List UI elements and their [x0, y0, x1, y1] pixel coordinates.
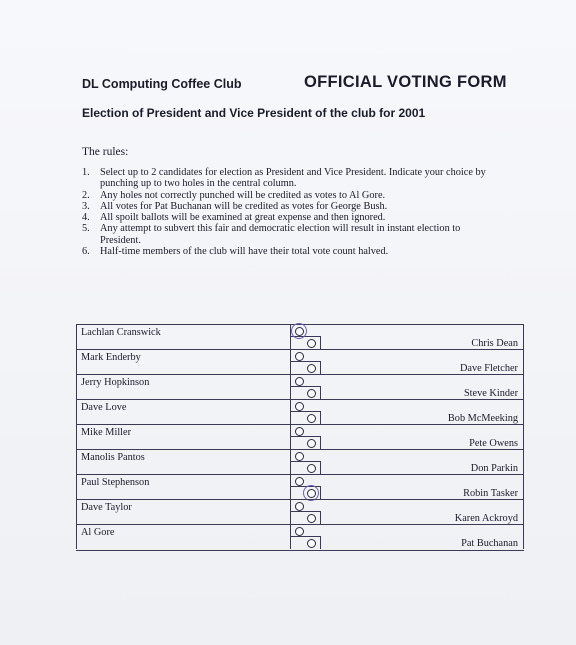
- punch-bracket: [291, 386, 321, 399]
- left-candidate-name: Dave Taylor: [81, 502, 132, 513]
- punch-bracket: [291, 411, 321, 424]
- rule-item: [82, 223, 502, 246]
- punch-hole-left-candidate[interactable]: [295, 377, 304, 386]
- rule-item: [82, 190, 502, 201]
- rule-number: 6.: [82, 246, 90, 258]
- right-candidate-name: Steve Kinder: [463, 388, 518, 399]
- rule-item: [82, 246, 502, 257]
- punch-hole-right-candidate[interactable]: [307, 514, 316, 523]
- punch-hole-right-candidate[interactable]: [307, 539, 316, 548]
- ballot-row: [76, 449, 524, 475]
- punch-column: [290, 500, 321, 524]
- ballot-row: [76, 474, 524, 500]
- punch-hole-left-candidate[interactable]: [295, 402, 304, 411]
- punch-column: [290, 325, 321, 349]
- punch-column: [290, 450, 321, 474]
- rule-number: 3.: [82, 200, 90, 212]
- right-candidate-name: Bob McMeeking: [447, 413, 518, 424]
- right-candidate-name: Pat Buchanan: [461, 538, 518, 549]
- punch-hole-left-candidate[interactable]: [295, 502, 304, 511]
- punch-bracket: [291, 461, 321, 474]
- ballot-row: [76, 349, 524, 375]
- rule-number: 2.: [82, 189, 90, 201]
- rule-number: 5.: [82, 223, 90, 235]
- punch-bracket: [291, 536, 321, 549]
- ballot-row: [76, 374, 524, 400]
- punch-hole-right-candidate[interactable]: [307, 364, 316, 373]
- punch-bracket: [291, 511, 321, 524]
- ballot-row: [76, 499, 524, 525]
- punch-hole-right-candidate[interactable]: [307, 439, 316, 448]
- ballot-row: [76, 399, 524, 425]
- punch-hole-right-candidate[interactable]: [307, 414, 316, 423]
- club-name: DL Computing Coffee Club: [82, 77, 242, 91]
- rule-item: [82, 167, 502, 190]
- left-candidate-name: Lachlan Cranswick: [81, 327, 161, 338]
- rules-list: [82, 167, 502, 257]
- rule-item: [82, 212, 502, 223]
- punch-column: [290, 400, 321, 424]
- rule-number: 1.: [82, 167, 90, 178]
- rule-text: Select up to 2 candidates for election as President and Vice President. Indicate your choice by punching up to two holes in the central column.: [100, 167, 486, 190]
- punch-bracket: [291, 361, 321, 374]
- left-candidate-name: Mark Enderby: [81, 352, 141, 363]
- punch-hole-left-candidate[interactable]: [295, 527, 304, 536]
- left-candidate-name: Paul Stephenson: [81, 477, 150, 488]
- rule-text: Any holes not correctly punched will be credited as votes to Al Gore.: [100, 189, 386, 201]
- left-candidate-name: Al Gore: [81, 527, 115, 538]
- punch-bracket: [291, 436, 321, 449]
- rule-number: 4.: [82, 212, 90, 224]
- ballot-row: [76, 424, 524, 450]
- election-title: Election of President and Vice President of the club for 2001: [82, 106, 426, 120]
- punch-column: [290, 525, 321, 549]
- right-candidate-name: Dave Fletcher: [459, 363, 518, 374]
- right-candidate-name: Pete Owens: [469, 438, 518, 449]
- punch-hole-right-candidate[interactable]: [307, 339, 316, 348]
- punch-hole-left-candidate[interactable]: [295, 452, 304, 461]
- punch-column: [290, 475, 321, 499]
- right-candidate-name: Don Parkin: [470, 463, 518, 474]
- left-candidate-name: Mike Miller: [81, 427, 132, 438]
- punch-hole-left-candidate[interactable]: [295, 427, 304, 436]
- vote-mark-circle: [291, 323, 307, 339]
- right-candidate-name: Robin Tasker: [463, 488, 518, 499]
- punch-hole-right-candidate[interactable]: [307, 389, 316, 398]
- punch-hole-left-candidate[interactable]: [295, 352, 304, 361]
- form-title: OFFICIAL VOTING FORM: [304, 73, 507, 91]
- ballot-row: [76, 324, 524, 350]
- left-candidate-name: Jerry Hopkinson: [81, 377, 150, 388]
- punch-column: [290, 375, 321, 399]
- left-candidate-name: Dave Love: [81, 402, 127, 413]
- rule-text: Any attempt to subvert this fair and democratic election will result in instant election to President.: [100, 223, 461, 246]
- rules-heading: The rules:: [82, 146, 129, 158]
- right-candidate-name: Chris Dean: [471, 338, 518, 349]
- right-candidate-name: Karen Ackroyd: [454, 513, 518, 524]
- left-candidate-name: Manolis Pantos: [81, 452, 145, 463]
- punch-column: [290, 350, 321, 374]
- rule-text: All spoilt ballots will be examined at great expense and then ignored.: [100, 212, 386, 224]
- ballot-row: [76, 524, 524, 551]
- rule-text: All votes for Pat Buchanan will be credited as votes for George Bush.: [100, 200, 388, 212]
- rule-item: [82, 201, 502, 212]
- ballot-table: [76, 324, 524, 549]
- punch-column: [290, 425, 321, 449]
- punch-hole-left-candidate[interactable]: [295, 477, 304, 486]
- rule-text: Half-time members of the club will have their total vote count halved.: [100, 246, 389, 258]
- punch-hole-right-candidate[interactable]: [307, 464, 316, 473]
